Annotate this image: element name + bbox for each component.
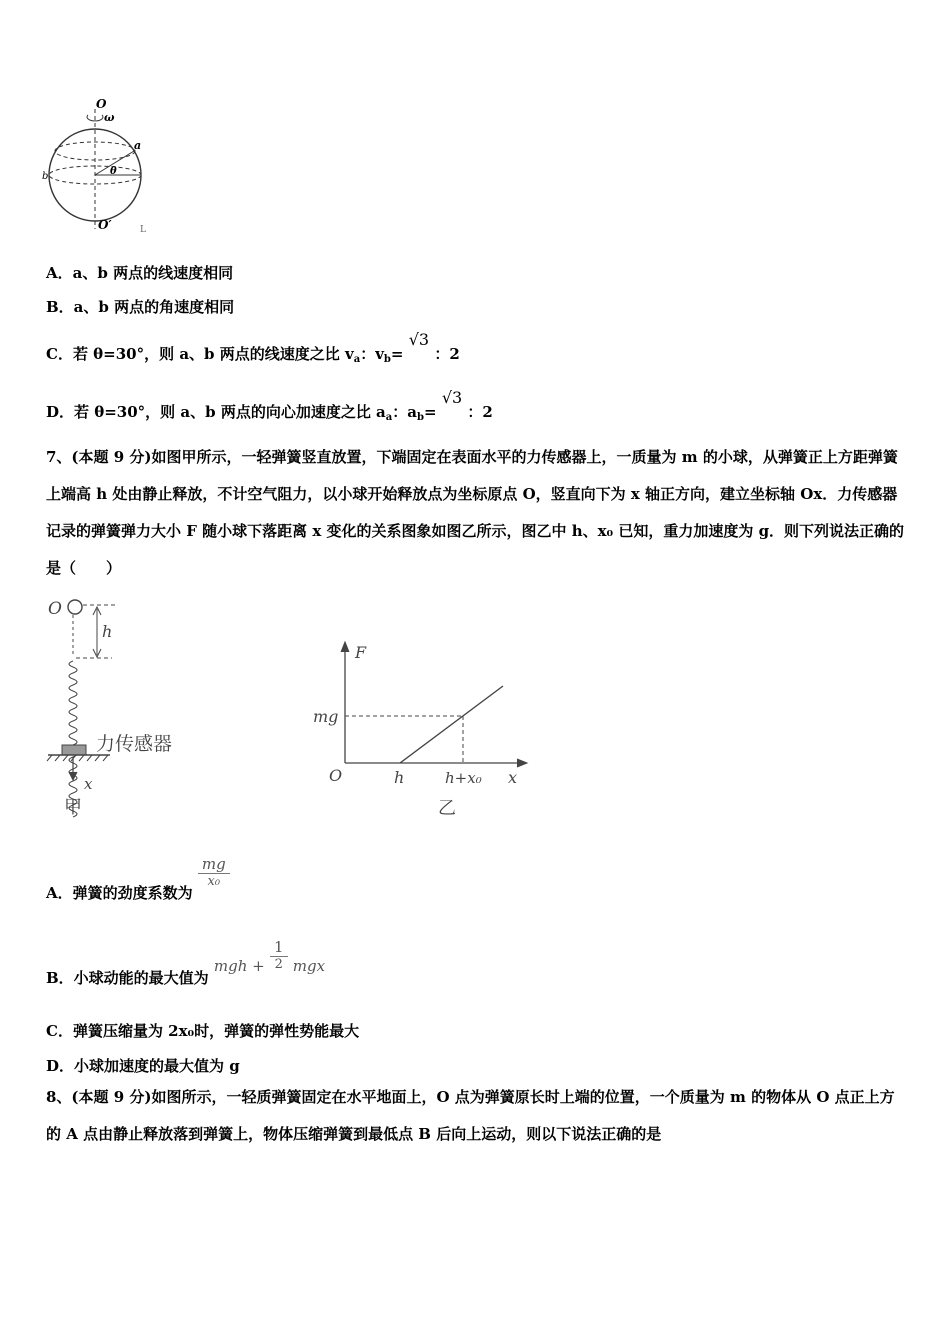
q8-stem: 8、(本题 9 分)如图所示，一轻质弹簧固定在水平地面上，O 点为弹簧原长时上端的位置，一个质量为 m 的物体从 O 点正上方的 A 点由静止释放落到弹簧上，物体压缩弹簧到最低点 B 后向上运动，则以下说法正确的是: [46, 1088, 895, 1143]
q7-option-a-text: A．弹簧的劲度系数为: [46, 884, 193, 902]
q7-option-d: D．小球加速度的最大值为 g: [46, 1057, 240, 1075]
yi-label-O: O: [329, 766, 343, 785]
yi-label-h: h: [394, 768, 405, 787]
q6-option-d-pre: D．若 θ=30°，则 a、b 两点的向心加速度之比 a: [46, 403, 386, 421]
q6-option-a: A．a、b 两点的线速度相同: [46, 264, 234, 282]
q7-option-b-expr2: mgx: [292, 957, 326, 975]
q7-stem: 7、(本题 9 分)如图甲所示，一轻弹簧竖直放置，下端固定在表面水平的力传感器上，一质量为 m 的小球，从弹簧正上方距弹簧上端高 h 处由静止释放，不计空气阻力，以小球开始释放点为坐标原点 O，竖直向下为 x 轴正方向，建立坐标轴 Ox．力传感器记录的弹簧弹力大小 F 随小球下落距离 x 变化的关系图象如图乙所示，图乙中 h、x₀ 已知，重力加速度为 g．则下列说法正确的是（ ）: [46, 448, 905, 577]
q7-option-c: C．弹簧压缩量为 2x₀时，弹簧的弹性势能最大: [46, 1022, 360, 1040]
label-O-prime: O′: [98, 218, 112, 232]
q7-option-a: [46, 855, 230, 902]
q7-option-a-denominator: x₀: [207, 874, 221, 889]
label-a: a: [134, 139, 142, 152]
jia-caption: 甲: [64, 797, 82, 818]
label-b: b: [42, 171, 49, 182]
q6-option-c-mid: ：v: [360, 345, 384, 363]
q6-option-d-post: ：2: [467, 403, 493, 421]
q6-option-d-mid: ：a: [392, 403, 417, 421]
jia-label-x: x: [84, 775, 93, 793]
sensor-label: 力传感器: [96, 733, 173, 755]
figure-yi: [305, 638, 535, 823]
label-corner: L: [140, 225, 146, 235]
label-omega: ω: [104, 111, 115, 124]
ground-hatch: [47, 755, 108, 761]
yi-label-x: x: [508, 768, 518, 787]
yi-y-axis-head: [341, 642, 349, 652]
q6-option-c-sqrt: √3: [408, 330, 430, 349]
q6-option-d-sub2: b: [417, 412, 424, 423]
spring-coil: [69, 661, 77, 817]
sphere-figure: [40, 95, 160, 240]
q6-option-c-sub2: b: [383, 354, 391, 365]
jia-label-O: O: [48, 599, 62, 619]
figure-jia: [40, 595, 200, 820]
yi-label-hx0: h+x₀: [445, 769, 482, 787]
label-O: O: [96, 97, 107, 111]
q7-option-b-denominator: 2: [274, 957, 283, 972]
q7-option-a-numerator: mg: [198, 855, 230, 874]
q6-option-c: [46, 330, 460, 365]
yi-label-F: F: [355, 643, 367, 662]
q7-option-a-fraction: [198, 855, 230, 889]
q7-option-b-numerator: 1: [270, 938, 288, 957]
q7-option-b-text: B．小球动能的最大值为: [46, 969, 209, 987]
yi-caption: 乙: [438, 798, 456, 819]
q7-option-b-expr1: mgh +: [213, 957, 265, 975]
q7-option-b-fraction: [270, 938, 288, 972]
ball: [68, 600, 82, 614]
q6-option-d-sub1: a: [385, 412, 393, 423]
jia-label-h: h: [102, 622, 113, 641]
q6-option-b: B．a、b 两点的角速度相同: [46, 298, 235, 316]
q6-option-d-eq: =: [424, 403, 437, 421]
yi-label-mg: mg: [313, 707, 339, 726]
label-theta: θ: [110, 166, 117, 177]
q6-option-c-post: ：2: [434, 345, 460, 363]
q6-option-d-sqrt: √3: [441, 388, 463, 407]
q6-option-c-eq: =: [390, 345, 404, 363]
force-sensor: [62, 745, 86, 755]
q6-option-c-sub1: a: [353, 354, 361, 365]
force-line: [400, 686, 503, 763]
q6-option-c-pre: C．若 θ=30°，则 a、b 两点的线速度之比 v: [46, 345, 354, 363]
yi-x-axis-head: [517, 759, 527, 767]
q7-option-b: [46, 938, 326, 987]
q6-option-d: [46, 388, 493, 423]
